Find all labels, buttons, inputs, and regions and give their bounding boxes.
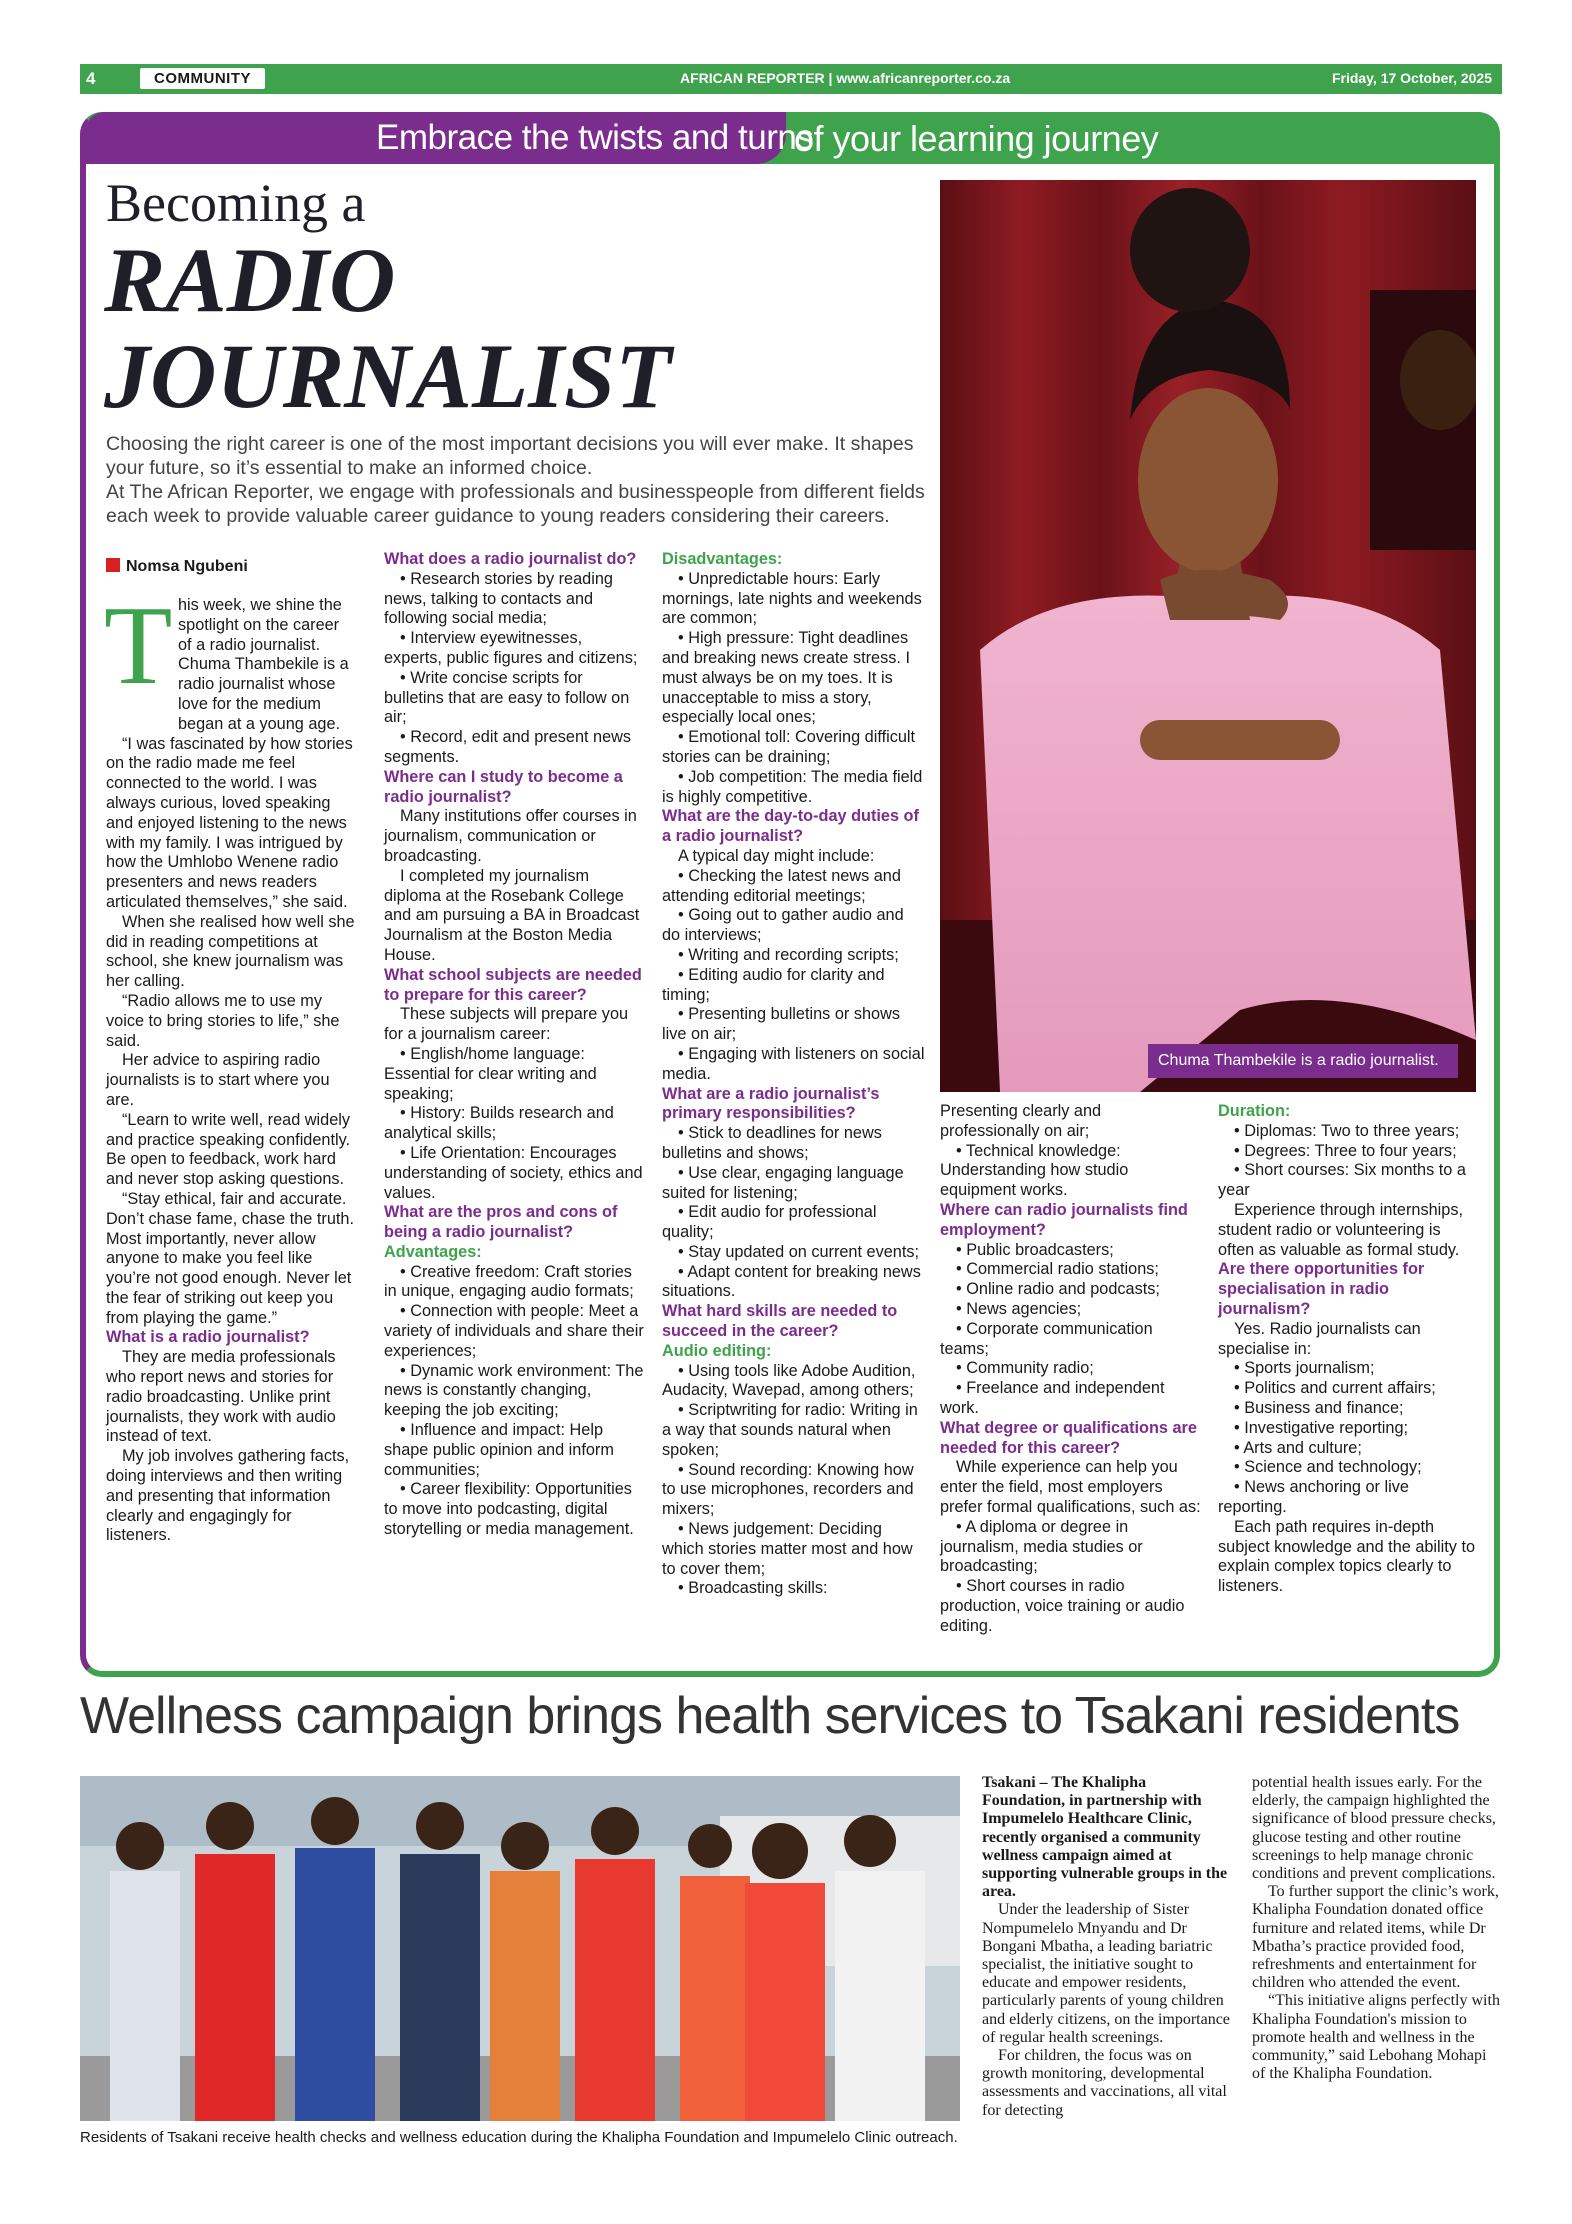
paragraph: • Record, edit and present news segments. <box>384 728 632 766</box>
paragraph: • Adapt content for breaking news situations. <box>662 1262 921 1301</box>
paragraph: • Career flexibility: Opportunities to move into podcasting, digital storytelling or media management. <box>384 1480 634 1539</box>
feature-intro <box>106 432 926 528</box>
green-subheading: Disadvantages: <box>662 550 783 568</box>
feature-title-line3: JOURNALIST <box>104 325 672 427</box>
paragraph: • Using tools like Adobe Audition, Audacity, Wavepad, among others; <box>662 1361 916 1400</box>
paragraph: • Broadcasting skills: <box>678 1579 828 1598</box>
banner-text-left: Embrace the twists and turns <box>376 118 814 157</box>
issue-date: Friday, 17 October, 2025 <box>1331 70 1492 86</box>
paragraph: • History: Builds research and analytical skills; <box>384 1104 614 1143</box>
paragraph: • News judgement: Deciding which stories matter most and how to cover them; <box>662 1520 913 1578</box>
subheading: What are a radio journalist’s primary responsibilities? <box>662 1084 880 1123</box>
paragraph: his week, we shine the spotlight on the career of a radio journalist. <box>178 596 342 654</box>
paragraph: Under the leadership of Sister Nompumelelo Mnyandu and Dr Bongani Mbatha, a leading bariatric specialist, the initiative sought to educate and empower residents, particularly parents of young children and elderly citizens, on the importance of regular health screenings. <box>982 1901 1230 2046</box>
paragraph: • Stick to deadlines for news bulletins and shows; <box>662 1124 882 1162</box>
drop-cap: T <box>104 584 173 708</box>
paragraph: “Learn to write well, read widely and practice speaking confidently. Be open to feedback, work hard and never stop asking questions. <box>106 1110 351 1189</box>
paragraph: • Write concise scripts for bulletins that are easy to follow on air; <box>384 668 630 727</box>
paragraph: While experience can help you enter the field, most employers prefer formal qualifications, such as: <box>940 1458 1201 1516</box>
portrait-illustration <box>940 180 1476 1092</box>
subheading: What degree or qualifications are needed for this career? <box>940 1418 1197 1457</box>
subheading: Where can I study to become a radio journalist? <box>384 767 623 806</box>
paragraph: “Radio allows me to use my voice to bring stories to life,” she said. <box>106 991 340 1050</box>
paragraph: Many institutions offer courses in journalism, communication or broadcasting. <box>384 807 637 865</box>
paragraph: • Freelance and independent work. <box>940 1379 1165 1417</box>
paragraph: • English/home language: Essential for clear writing and speaking; <box>384 1044 597 1103</box>
paragraph: Presenting clearly and professionally on air; <box>940 1102 1102 1140</box>
paragraph: • News anchoring or live reporting. <box>1218 1478 1409 1516</box>
paragraph: These subjects will prepare you for a journalism career: <box>384 1005 629 1044</box>
feature-column-5 <box>1218 1102 1480 1597</box>
paragraph: • Influence and impact: Help shape public opinion and inform communities; <box>384 1421 614 1479</box>
page-number: 4 <box>86 69 96 88</box>
paragraph: • Short courses: Six months to a year <box>1218 1161 1466 1200</box>
paragraph: “Stay ethical, fair and accurate. Don’t chase fame, chase the truth. Most importantly, never allow anyone to make you feel like you’re not good enough. Never let the fear of striking out keep you from playing the game.” <box>106 1189 354 1327</box>
paragraph: Experience through internships, student radio or volunteering is often as valuable as formal study. <box>1218 1200 1463 1259</box>
feature-column-4 <box>940 1102 1202 1637</box>
story-headline: Wellness campaign brings health services to Tsakani residents <box>80 1687 1460 1745</box>
paragraph: • Stay updated on current events; <box>678 1242 920 1261</box>
paragraph: • Dynamic work environment: The news is constantly changing, keeping the job exciting; <box>384 1361 644 1420</box>
green-subheading: Advantages: <box>384 1242 482 1261</box>
paragraph: Tsakani – The Khalipha Foundation, in partnership with Impumelelo Healthcare Clinic, recently organised a community wellness campaign aimed at supporting vulnerable groups in the area. <box>982 1774 1228 1901</box>
subheading: What are the pros and cons of being a radio journalist? <box>384 1203 618 1242</box>
feature-title-line1: Becoming a <box>106 173 366 233</box>
section-label: COMMUNITY <box>140 68 265 89</box>
portrait-photo <box>940 180 1476 1092</box>
group-photo-illustration <box>80 1776 960 2121</box>
subheading: What is a radio journalist? <box>106 1328 310 1347</box>
paragraph: Yes. Radio journalists can specialise in: <box>1218 1319 1421 1358</box>
paragraph: potential health issues early. For the elderly, the campaign highlighted the significance of blood pressure checks, glucose testing and other routine screenings to help manage chronic conditions and prevent complications. <box>1252 1774 1496 1883</box>
paragraph: • Writing and recording scripts; <box>678 945 899 964</box>
story-column-1 <box>982 1774 1230 2120</box>
paragraph: They are media professionals who report news and stories for radio broadcasting. Unlike print journalists, they work with audio instead of text. <box>106 1348 336 1446</box>
feature-title-line2: RADIO <box>104 229 396 331</box>
paragraph: • Investigative reporting; <box>1234 1418 1409 1437</box>
paragraph: • A diploma or degree in journalism, media studies or broadcasting; <box>940 1517 1143 1576</box>
paragraph: • Going out to gather audio and do interviews; <box>662 906 904 945</box>
green-subheading: Duration: <box>1218 1102 1291 1120</box>
paragraph: When she realised how well she did in reading competitions at school, she knew journalism was her calling. <box>106 912 355 991</box>
paragraph: • Sports journalism; <box>1234 1359 1375 1378</box>
page-header <box>80 64 1502 94</box>
paragraph: • Engaging with listeners on social media. <box>662 1044 925 1083</box>
subheading: What does a radio journalist do? <box>384 550 637 568</box>
paragraph: • Business and finance; <box>1234 1398 1404 1417</box>
paragraph: • Connection with people: Meet a variety of individuals and share their experiences; <box>384 1302 644 1360</box>
paragraph: Chuma Thambekile is a radio journalist whose love for the medium began at a young age. <box>178 655 349 733</box>
paragraph: • Degrees: Three to four years; <box>1234 1141 1457 1160</box>
feature-column-3 <box>662 550 926 1599</box>
paragraph: For children, the focus was on growth monitoring, developmental assessments and vaccinations, all vital for detecting <box>982 2047 1227 2119</box>
paragraph: • Interview eyewitnesses, experts, public figures and citizens; <box>384 629 638 667</box>
paragraph: • Arts and culture; <box>1234 1438 1362 1457</box>
paragraph: • Science and technology; <box>1234 1458 1422 1477</box>
green-subheading: Audio editing: <box>662 1341 772 1360</box>
paragraph: • Public broadcasters; <box>956 1240 1114 1259</box>
paragraph: A typical day might include: <box>678 846 875 865</box>
paragraph: • Sound recording: Knowing how to use microphones, recorders and mixers; <box>662 1460 914 1519</box>
paragraph: • Creative freedom: Craft stories in unique, engaging audio formats; <box>384 1262 634 1301</box>
feature-column-2 <box>384 550 644 1540</box>
subheading: What school subjects are needed to prepare for this career? <box>384 965 642 1004</box>
subheading: What hard skills are needed to succeed in the career? <box>662 1302 898 1341</box>
paragraph: • Edit audio for professional quality; <box>662 1203 877 1242</box>
paragraph: My job involves gathering facts, doing interviews and then writing and presenting that information clearly and engagingly for listeners. <box>106 1447 350 1545</box>
paragraph: • Editing audio for clarity and timing; <box>662 965 885 1004</box>
intro-paragraph: At The African Reporter, we engage with professionals and businesspeople from different fields each week to provide valuable career guidance to young readers considering their careers. <box>106 481 925 527</box>
paragraph: • News agencies; <box>956 1299 1082 1318</box>
paragraph: • Politics and current affairs; <box>1234 1379 1436 1398</box>
photo-caption: Chuma Thambekile is a radio journalist. <box>1148 1044 1458 1078</box>
byline-name: Nomsa Ngubeni <box>126 558 248 575</box>
subheading: Are there opportunities for specialisation in radio journalism? <box>1218 1260 1425 1318</box>
paragraph: Each path requires in-depth subject knowledge and the ability to explain complex topics clearly to listeners. <box>1218 1517 1476 1596</box>
paragraph: • Corporate communication teams; <box>940 1319 1153 1358</box>
group-photo-caption: Residents of Tsakani receive health checks and wellness education during the Khalipha Foundation and Impumelelo Clinic outreach. <box>80 2129 958 2146</box>
paragraph: • Job competition: The media field is highly competitive. <box>662 767 923 806</box>
paragraph: • Research stories by reading news, talking to contacts and following social media; <box>384 569 613 628</box>
intro-paragraph: Choosing the right career is one of the most important decisions you will ever make. It shapes your future, so it’s essential to make an informed choice. <box>106 433 914 479</box>
paragraph: I completed my journalism diploma at the Rosebank College and am pursuing a BA in Broadcast Journalism at the Boston Media House. <box>384 866 640 964</box>
paragraph: • Technical knowledge: Understanding how studio equipment works. <box>940 1141 1129 1200</box>
paragraph: To further support the clinic’s work, Khalipha Foundation donated office furniture and related items, while Dr Mbatha’s practice provided food, refreshments and entertainment for children who attended the event. <box>1252 1883 1499 1992</box>
group-photo <box>80 1776 960 2121</box>
subheading: Where can radio journalists find employment? <box>940 1200 1188 1239</box>
paragraph: • Emotional toll: Covering difficult stories can be draining; <box>662 728 916 766</box>
masthead: AFRICAN REPORTER | www.africanreporter.co.za <box>680 70 1011 86</box>
paragraph: • Community radio; <box>956 1359 1094 1378</box>
paragraph: • Commercial radio stations; <box>956 1260 1159 1279</box>
paragraph: • Checking the latest news and attending editorial meetings; <box>662 866 901 905</box>
paragraph: • Diplomas: Two to three years; <box>1234 1121 1460 1140</box>
feature-column-1 <box>106 560 356 1546</box>
banner-text-right: of your learning journey <box>794 118 1159 159</box>
paragraph: “This initiative aligns perfectly with Khalipha Foundation's mission to promote health and wellness in the community,” said Lebohang Mohapi of the Khalipha Foundation. <box>1252 1992 1500 2083</box>
paragraph: • Presenting bulletins or shows live on air; <box>662 1005 900 1044</box>
subheading: What are the day-to-day duties of a radio journalist? <box>662 807 919 846</box>
paragraph: • High pressure: Tight deadlines and breaking news create stress. I must always be on my toes. It is unacceptable to miss a story, especially local ones; <box>662 629 910 727</box>
story-column-2 <box>1252 1774 1500 2083</box>
paragraph: “I was fascinated by how stories on the radio made me feel connected to the world. I was always curious, loved speaking and enjoyed listening to the news with my family. I was intrigued by how the Umhlobo Wenene radio presenters and news readers articulated themselves,” she said. <box>106 734 353 911</box>
paragraph: • Online radio and podcasts; <box>956 1280 1160 1299</box>
paragraph: • Unpredictable hours: Early mornings, late nights and weekends are common; <box>662 569 922 628</box>
paragraph: • Scriptwriting for radio: Writing in a way that sounds natural when spoken; <box>662 1401 918 1459</box>
paragraph: Her advice to aspiring radio journalists is to start where you are. <box>106 1051 330 1109</box>
paragraph: • Use clear, engaging language suited for listening; <box>662 1163 904 1202</box>
paragraph: • Short courses in radio production, voice training or audio editing. <box>940 1577 1185 1635</box>
paragraph: • Life Orientation: Encourages understanding of society, ethics and values. <box>384 1143 643 1202</box>
